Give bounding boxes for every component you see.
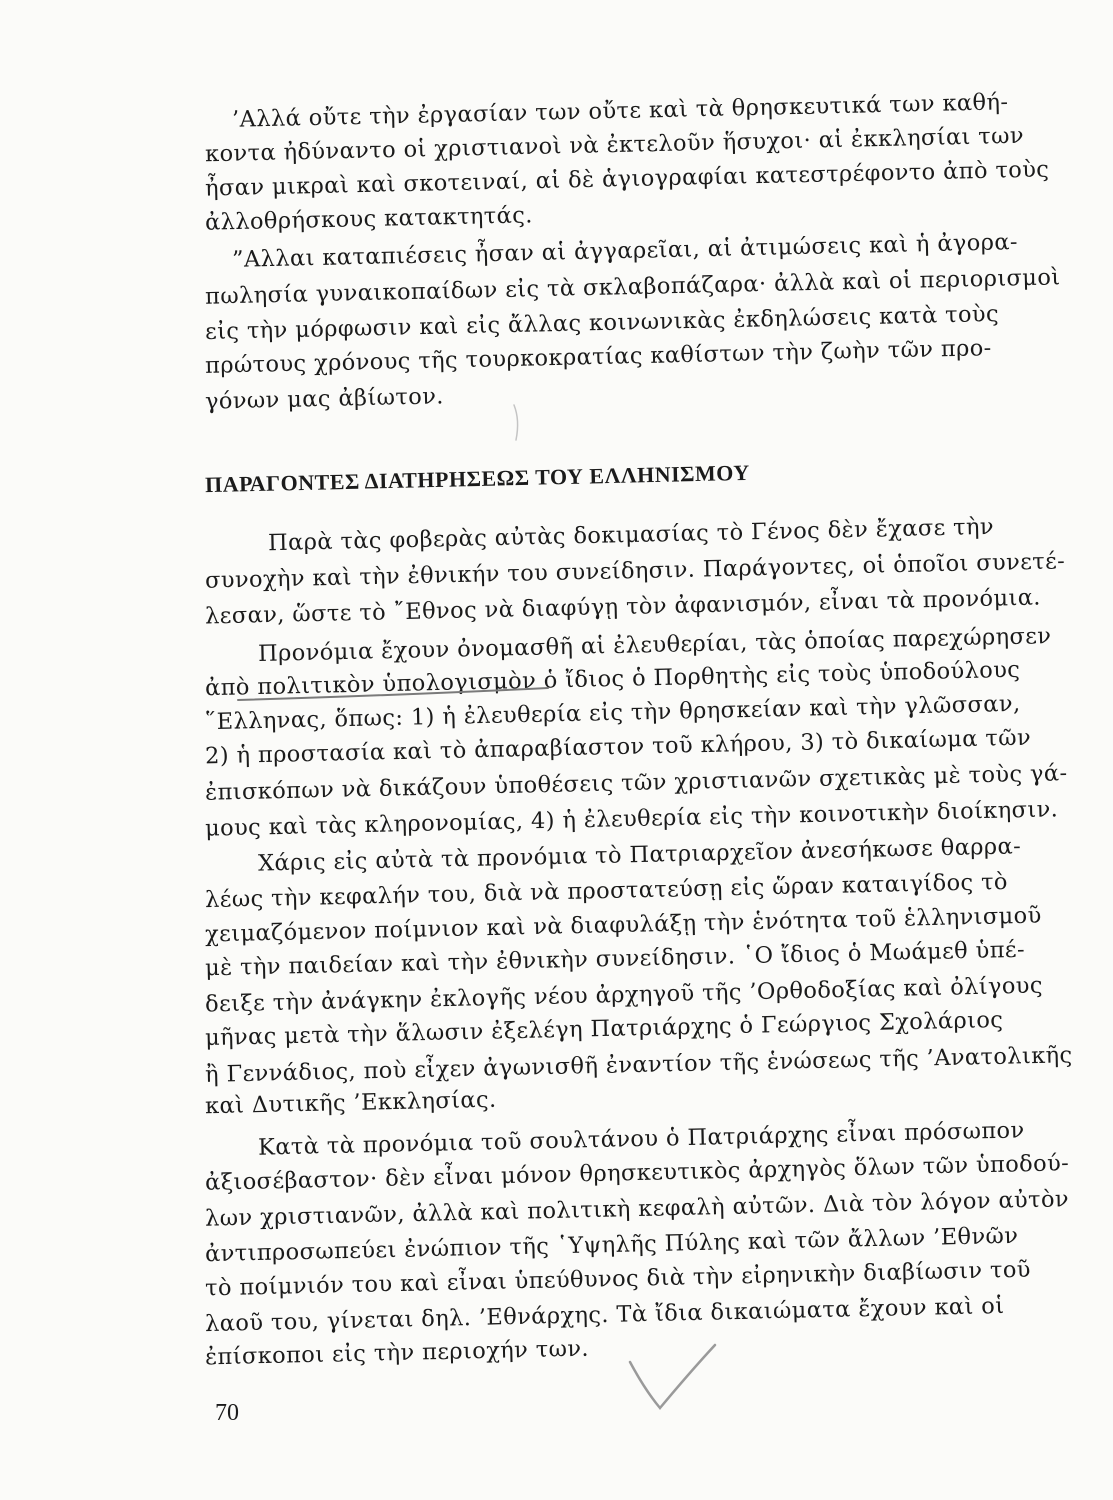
text-line: ἐπίσκοποι εἰς τὴν περιοχήν των. — [204, 1335, 590, 1371]
text-line: πωλησία γυναικοπαίδων εἰς τὰ σκλαβοπάζαρα· ἀλλὰ καὶ οἱ περιορισμοὶ — [204, 264, 1061, 310]
text-line: χειμαζόμενον ποίμνιον καὶ νὰ διαφυλάξῃ τὴν ἑνότητα τοῦ ἑλληνισμοῦ — [204, 902, 1042, 948]
section-heading: ΠΑΡΑΓΟΝΤΕΣ ΔΙΑΤΗΡΗΣΕΩΣ ΤΟΥ ΕΛΛΗΝΙΣΜΟΥ — [204, 459, 750, 498]
page-number: 70 — [215, 1400, 239, 1426]
text-line: Προνόμια ἔχουν ὀνομασθῆ αἱ ἐλευθερίαι, τὰς ὁποίας παρεχώρησεν — [257, 623, 1052, 667]
text-line: ἀντιπροσωπεύει ἐνώπιον τῆς ῾Υψηλῆς Πύλης καὶ τῶν ἄλλων ’Εθνῶν — [204, 1222, 1019, 1268]
text-line: καὶ Δυτικῆς ’Εκκλησίας. — [204, 1086, 497, 1120]
text-line: συνοχὴν καὶ τὴν ἐθνικήν του συνείδησιν. Παράγοντες, οἱ ὁποῖοι συνετέ- — [204, 548, 1066, 594]
text-line: γόνων μας ἀβίωτον. — [204, 383, 445, 415]
text-line: λέως τὴν κεφαλήν του, διὰ νὰ προστατεύσῃ εἰς ὥραν καταιγίδος τὸ — [204, 868, 1009, 914]
text-line: εἰς τὴν μόρφωσιν καὶ εἰς ἄλλας κοινωνικὰς ἐκδηλώσεις κατὰ τοὺς — [204, 300, 1000, 346]
text-line: λαοῦ του, γίνεται δηλ. ’Εθνάρχης. Τὰ ἴδια δικαιώματα ἔχουν καὶ οἱ — [204, 1292, 1005, 1338]
text-line: ἐπισκόπων νὰ δικάζουν ὑποθέσεις τῶν χριστιανῶν σχετικὰς μὲ τοὺς γά- — [204, 760, 1068, 806]
text-line: 2) ἡ προστασία καὶ τὸ ἀπαραβίαστον τοῦ κλήρου, 3) τὸ δικαίωμα τῶν — [204, 724, 1032, 770]
text-line: ἀλλοθρήσκους κατακτητάς. — [204, 202, 534, 236]
text-line: ’Αλλά οὔτε τὴν ἐργασίαν των οὔτε καὶ τὰ θρησκευτικά των καθή- — [231, 89, 1009, 133]
pencil-tick-mark — [514, 405, 518, 440]
text-line: Κατὰ τὰ προνόμια τοῦ σουλτάνου ὁ Πατριάρχης εἶναι πρόσωπον — [257, 1117, 1025, 1161]
text-line: Παρὰ τὰς φοβερὰς αὐτὰς δοκιμασίας τὸ Γένος δὲν ἔχασε τὴν — [267, 513, 995, 557]
text-line: μὲ τὴν παιδείαν καὶ τὴν ἐθνικὴν συνείδησιν. ῾Ο ἴδιος ὁ Μωάμεθ ὑπέ- — [204, 936, 1026, 982]
text-line: πρώτους χρόνους τῆς τουρκοκρατίας καθίστων τὴν ζωὴν τῶν προ- — [204, 335, 992, 379]
text-line: μῆνας μετὰ τὴν ἅλωσιν ἐξελέγη Πατριάρχης ὁ Γεώργιος Σχολάριος — [204, 1006, 1004, 1052]
text-line: λων χριστιανῶν, ἀλλὰ καὶ πολιτικὴ κεφαλὴ αὐτῶν. Διὰ τὸν λόγον αὐτὸν — [204, 1186, 1070, 1232]
text-line: ἦσαν μικραὶ καὶ σκοτειναί, αἱ δὲ ἁγιογραφίαι κατεστρέφοντο ἀπὸ τοὺς — [204, 156, 1050, 202]
text-line: ἀπὸ πολιτικὸν ὑπολογισμὸν ὁ ἴδιος ὁ Πορθητὴς εἰς τοὺς ὑποδούλους — [204, 656, 1021, 702]
text-line: ἢ Γεννάδιος, ποὺ εἶχεν ἀγωνισθῆ ἐναντίον τῆς ἑνώσεως τῆς ’Ανατολικῆς — [204, 1042, 1073, 1088]
handwritten-checkmark-icon — [630, 1345, 715, 1408]
text-line: μους καὶ τὰς κληρονομίας, 4) ἡ ἐλευθερία εἰς τὴν κοινοτικὴν διοίκησιν. — [204, 796, 1059, 842]
text-line: τὸ ποίμνιόν του καὶ εἶναι ὑπεύθυνος διὰ τὴν εἰρηνικὴν διαβίωσιν τοῦ — [204, 1256, 1032, 1302]
text-line: ῞Ελληνας, ὅπως: 1) ἡ ἐλευθερία εἰς τὴν θρησκείαν καὶ τὴν γλῶσσαν, — [204, 690, 1021, 736]
text-line: κοντα ἠδύναντο οἱ χριστιανοὶ νὰ ἐκτελοῦν ἥσυχοι· αἱ ἐκκλησίαι των — [204, 122, 1025, 168]
text-line: ”Αλλαι καταπιέσεις ἦσαν αἱ ἀγγαρεῖαι, αἱ ἀτιμώσεις καὶ ἡ ἀγορα- — [231, 229, 1019, 273]
text-line: Χάρις εἰς αὐτὰ τὰ προνόμια τὸ Πατριαρχεῖον ἀνεσήκωσε θαρρα- — [257, 833, 1022, 877]
text-line: λεσαν, ὥστε τὸ ῎Εθνος νὰ διαφύγῃ τὸν ἀφανισμόν, εἶναι τὰ προνόμια. — [204, 584, 1042, 630]
text-line: ἀξιοσέβαστον· δὲν εἶναι μόνον θρησκευτικὸς ἀρχηγὸς ὅλων τῶν ὑποδού- — [204, 1150, 1070, 1196]
text-line: δειξε τὴν ἀνάγκην ἐκλογῆς νέου ἀρχηγοῦ τῆς ’Ορθοδοξίας καὶ ὀλίγους — [204, 972, 1044, 1018]
